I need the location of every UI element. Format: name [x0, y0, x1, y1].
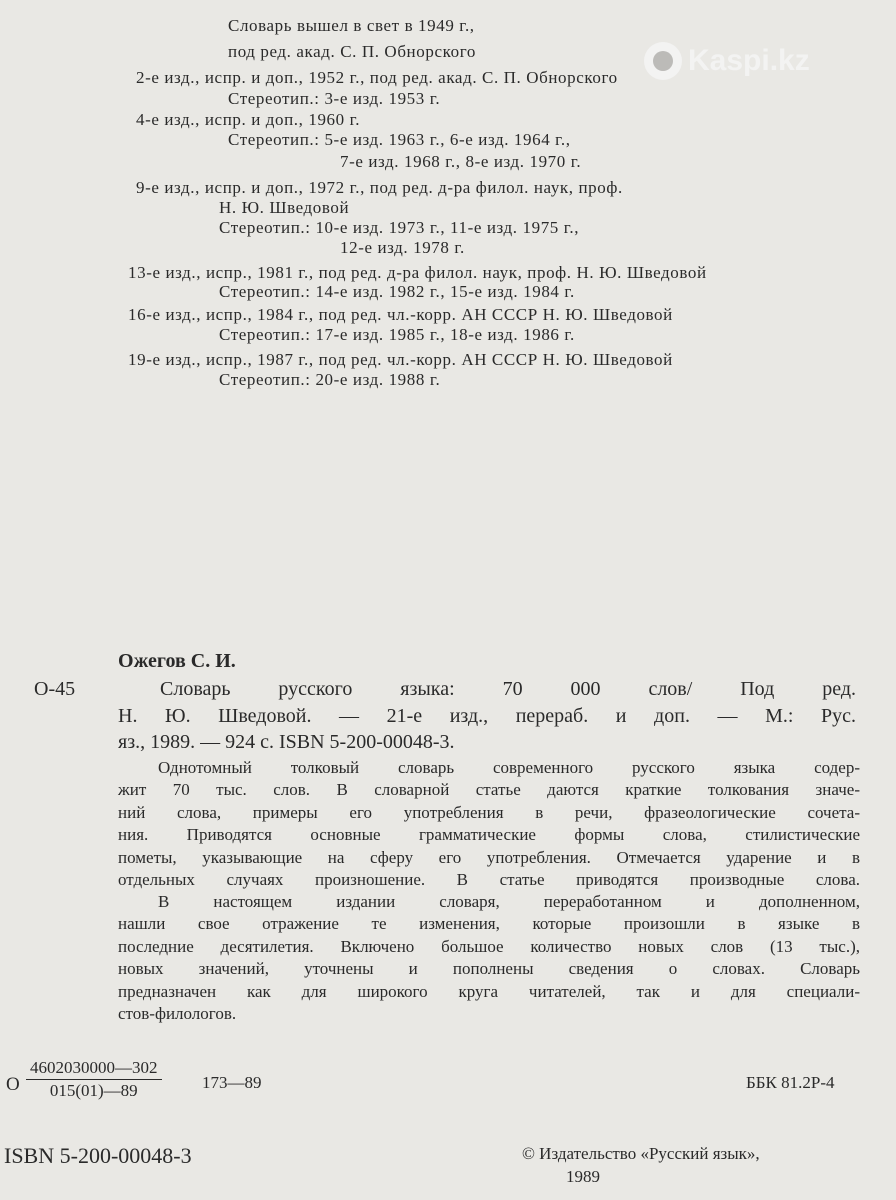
kaspi-logo-icon: [644, 42, 682, 80]
imprint-numerator: 4602030000—302: [26, 1058, 162, 1080]
abstract-line: стов-филологов.: [118, 1004, 237, 1024]
edition-line: Стереотип.: 3-е изд. 1953 г.: [228, 89, 441, 108]
abstract-line: отдельных случаях произношение. В статье приводятся производные слова.: [118, 870, 860, 890]
edition-line: Словарь вышел в свет в 1949 г.,: [228, 16, 475, 35]
bibliographic-line: яз., 1989. — 924 с. ISBN 5-200-00048-3.: [118, 731, 455, 753]
abstract-line: ний слова, примеры его употребления в речи, фразеологические сочета-: [118, 802, 860, 822]
abstract-paragraph: [118, 891, 860, 1025]
edition-line: 19-е изд., испр., 1987 г., под ред. чл.-корр. АН СССР Н. Ю. Шведовой: [128, 350, 673, 369]
isbn: ISBN 5-200-00048-3: [4, 1143, 192, 1168]
imprint-denominator: 015(01)—89: [49, 1081, 138, 1100]
bbk-code: ББК 81.2Р-4: [746, 1073, 835, 1092]
watermark-text: Kaspi.kz: [688, 44, 810, 77]
abstract-line: нашли свое отражение те изменения, которые произошли в языке в: [118, 914, 860, 934]
edition-line: Н. Ю. Шведовой: [219, 198, 350, 217]
edition-line: 2-е изд., испр. и доп., 1952 г., под ред. акад. С. П. Обнорского: [136, 68, 618, 87]
catalog-code: О-45: [34, 678, 76, 700]
imprint-prefix: О: [6, 1074, 20, 1095]
bibliographic-line: Н. Ю. Шведовой. — 21-е изд., перераб. и доп. — М.: Рус.: [118, 705, 856, 727]
edition-line: Стереотип.: 5-е изд. 1963 г., 6-е изд. 1964 г.,: [228, 130, 571, 149]
edition-line: под ред. акад. С. П. Обнорского: [228, 42, 476, 61]
edition-line: 13-е изд., испр., 1981 г., под ред. д-ра филол. наук, проф. Н. Ю. Шведовой: [128, 263, 707, 282]
abstract-line: В настоящем издании словаря, переработанном и дополненном,: [158, 892, 860, 911]
edition-line: 12-е изд. 1978 г.: [340, 238, 465, 257]
edition-line: 9-е изд., испр. и доп., 1972 г., под ред. д-ра филол. наук, проф.: [136, 178, 623, 197]
edition-line: Стереотип.: 17-е изд. 1985 г., 18-е изд. 1986 г.: [219, 325, 575, 344]
abstract-line: последние десятилетия. Включено большое количество новых слов (13 тыс.),: [118, 936, 860, 956]
abstract-line: Однотомный толковый словарь современного русского языка содер-: [158, 758, 860, 777]
edition-line: Стереотип.: 10-е изд. 1973 г., 11-е изд. 1975 г.,: [219, 218, 580, 237]
imprint-fraction: [26, 1058, 162, 1101]
order-number: 173—89: [202, 1073, 262, 1092]
edition-line: 16-е изд., испр., 1984 г., под ред. чл.-корр. АН СССР Н. Ю. Шведовой: [128, 305, 673, 324]
edition-line: Стереотип.: 20-е изд. 1988 г.: [219, 370, 441, 389]
edition-line: 7-е изд. 1968 г., 8-е изд. 1970 г.: [340, 152, 582, 171]
publisher: © Издательство «Русский язык»,: [522, 1144, 760, 1163]
publication-year: 1989: [566, 1167, 600, 1186]
abstract-paragraph: [118, 757, 860, 891]
abstract-line: жит 70 тыс. слов. В словарной статье даются краткие толкования значе-: [118, 780, 860, 800]
edition-line: 4-е изд., испр. и доп., 1960 г.: [136, 110, 361, 129]
abstract-line: предназначен как для широкого круга читателей, так и для специали-: [118, 981, 860, 1001]
edition-line: Стереотип.: 14-е изд. 1982 г., 15-е изд. 1984 г.: [219, 282, 575, 301]
kaspi-watermark: [644, 42, 810, 80]
author: Ожегов С. И.: [118, 650, 236, 672]
bibliographic-line: Словарь русского языка: 70 000 слов/ Под ред.: [160, 678, 856, 700]
abstract-line: пометы, указывающие на сферу его употребления. Отмечается ударение и в: [118, 847, 860, 867]
abstract-line: новых значений, уточнены и пополнены сведения о словах. Словарь: [118, 959, 860, 979]
abstract-line: ния. Приводятся основные грамматические формы слова, стилистические: [118, 825, 860, 845]
